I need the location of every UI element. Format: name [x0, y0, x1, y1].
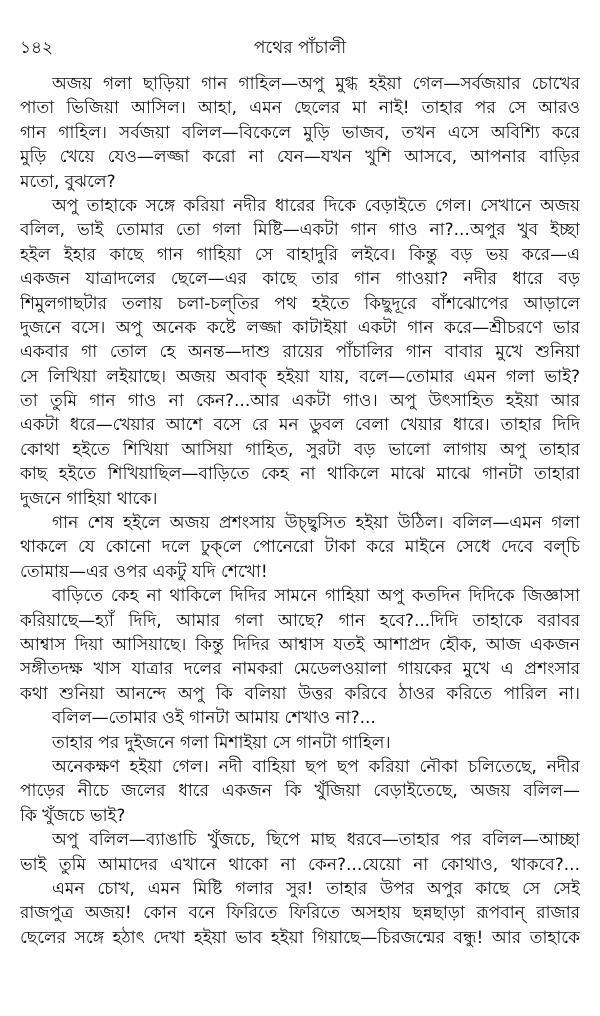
text-line: গান গাহিল। সর্বজয়া বলিল—বিকেলে মুড়ি ভাজব, তখন এসে অবিশ্যি করে	[20, 122, 580, 143]
text-line: বলিল, ভাই তোমার তো গলা মিষ্টি—একটা গান গাও না?...অপুর খুব ইচ্ছা	[20, 220, 580, 241]
text-line: কোথা হইতে শিখিয়া আসিয়া গাহিত, সুরটা বড় ভালো লাগায় অপু তাহার	[20, 439, 580, 460]
text-line: শিমুলগাছটার তলায় চলা-চল্‌তির পথ হইতে কিছুদূরে বাঁশঝোপের আড়ালে	[20, 293, 580, 314]
text-line: এমন চোখ, এমন মিষ্টি গলার সুর! তাহার উপর অপুর কাছে সে সেই	[52, 878, 580, 899]
text-line: একটা ধরে—খেয়ার আশে বসে রে মন ডুবল বেলা খেয়ার ধারে। তাহার দিদি	[20, 415, 580, 436]
text-line: সে লিখিয়া লইয়াছে। অজয় অবাক্ হইয়া যায়, বলে—তোমার এমন গলা ভাই?	[20, 366, 580, 387]
text-line: বলিল—তোমার ওই গানটা আমায় শেখাও না?...	[52, 708, 376, 729]
body-text	[20, 72, 580, 950]
text-line: আশ্বাস দিয়া আসিয়াছে। কিন্তু দিদির আশ্বাস যতই আশাপ্রদ হৌক, আজ একজন	[20, 634, 580, 655]
page-number: ১৪২	[20, 38, 54, 58]
text-line: তা তুমি গান গাও না কেন?...আর একটা গাও। অপু উৎসাহিত হইয়া আর	[20, 391, 580, 412]
text-line: একবার গা তোল হে অনন্ত—দাশু রায়ের পাঁচালির গান বাবার মুখে শুনিয়া	[20, 342, 580, 363]
text-line: তোমায়—এর ওপর একটু যদি শেখো!	[20, 561, 268, 582]
text-line: পাড়ের নীচে জলের ধারে একজন কি খুঁজিয়া বেড়াইতেছে, অজয় বলিল—	[20, 781, 580, 802]
text-line: একজন যাত্রাদলের ছেলে—এর কাছে তার গান গাওয়া? নদীর ধারে বড়	[20, 269, 580, 290]
text-line: দুজনে বসে। অপু অনেক কষ্টে লজ্জা কাটাইয়া একটা গান করে—শ্রীচরণে ভার	[20, 317, 580, 338]
text-line: গান শেষ হইলে অজয় প্রশংসায় উচ্ছ্বসিত হইয়া উঠিল। বলিল—এমন গলা	[52, 513, 580, 534]
text-line: হইল ইহার কাছে গান গাহিয়া সে বাহাদুরি লইবে। কিন্তু বড় ভয় করে—এ	[20, 244, 580, 265]
text-line: বাড়িতে কেহ না থাকিলে দিদির সামনে গাহিয়া অপু কতদিন দিদিকে জিজ্ঞাসা	[52, 586, 580, 607]
page-header	[20, 36, 580, 60]
text-line: তাহার পর দুইজনে গলা মিশাইয়া সে গানটা গাহিল।	[52, 732, 391, 753]
text-line: সঙ্গীতদক্ষ খাস যাত্রার দলের নামকরা মেডেলওয়ালা গায়কের মুখে এ প্রশংসার	[20, 659, 580, 680]
running-title: পথের পাঁচালী	[253, 38, 347, 58]
text-line: ভাই তুমি আমাদের এখানে থাকো না কেন?...যেয়ো না কোথাও, থাকবে?...	[20, 854, 580, 875]
text-line: পাতা ভিজিয়া আসিল। আহা, এমন ছেলের মা নাই! তাহার পর সে আরও	[20, 98, 580, 119]
text-line: করিয়াছে—হ্যাঁ দিদি, আমার গলা আছে? গান হবে?...দিদি তাহাকে বরাবর	[20, 610, 580, 631]
text-line: মতো, বুঝলে?	[20, 171, 116, 192]
text-line: অনেকক্ষণ হইয়া গেল। নদী বাহিয়া ছপ ছপ করিয়া নৌকা চলিতেছে, নদীর	[52, 756, 580, 777]
text-line: মুড়ি খেয়ে যেও—লজ্জা করো না যেন—যখন খুশি আসবে, আপনার বাড়ির	[20, 147, 580, 168]
text-line: থাকলে যে কোনো দলে ঢুক্‌লে পোনেরো টাকা করে মাইনে সেধে দেবে বল্‌চি	[20, 537, 580, 558]
text-line: অপু তাহাকে সঙ্গে করিয়া নদীর ধারের দিকে বেড়াইতে গেল। সেখানে অজয়	[52, 195, 580, 216]
text-line: দুজনে গাহিয়া থাকে।	[20, 488, 158, 509]
text-line: রাজপুত্র অজয়! কোন বনে ফিরিতে ফিরিতে অসহায় ছন্নছাড়া রূপবান্ রাজার	[20, 903, 580, 924]
text-line: অজয় গলা ছাড়িয়া গান গাহিল—অপু মুগ্ধ হইয়া গেল—সর্বজয়ার চোখের	[52, 74, 580, 94]
text-line: কাছ হইতে শিখিয়াছিল—বাড়িতে কেহ না থাকিলে মাঝে মাঝে গানটা তাহারা	[20, 464, 580, 485]
text-line: অপু বলিল—ব্যাঙাচি খুঁজচে, ছিপে মাছ ধরবে—তাহার পর বলিল—আচ্ছা	[52, 830, 580, 851]
text-line: কি খুঁজচে ভাই?	[20, 805, 126, 826]
text-line: ছেলের সঙ্গে হঠাৎ দেখা হইয়া ভাব হইয়া গিয়াছে—চিরজন্মের বন্ধু! আর তাহাকে	[20, 927, 580, 948]
text-line: কথা শুনিয়া আনন্দে অপু কি বলিয়া উত্তর করিবে ঠাওর করিতে পারিল না।	[20, 683, 580, 704]
